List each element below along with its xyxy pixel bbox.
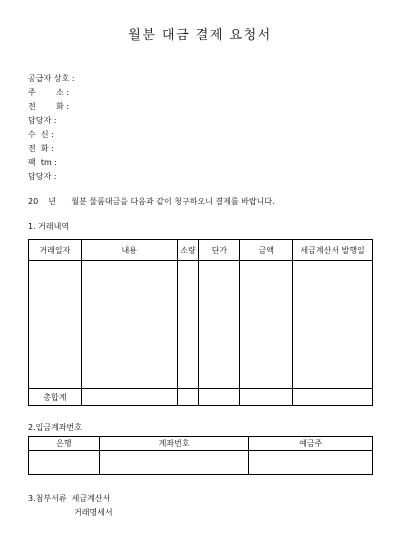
col-amount: 금액: [240, 240, 293, 261]
cell-account-number[interactable]: [99, 451, 249, 475]
supplier-phone-line: 전 화 :: [28, 102, 70, 111]
section1-heading: 1. 거래내역: [28, 222, 70, 231]
total-cell-unit-price[interactable]: [199, 389, 240, 406]
supplier-info-block: [28, 72, 74, 184]
bank-body-row: [29, 451, 373, 475]
bank-header-row: [29, 437, 373, 451]
cell-unit-price[interactable]: [199, 261, 240, 389]
document-title: 월분 대금 결제 요청서: [128, 28, 272, 43]
recipient-line: 수 신 :: [28, 130, 54, 139]
attachment-statement: 거래명세서: [74, 508, 113, 517]
cell-bank[interactable]: [29, 451, 100, 475]
recipient-fax-line: 팩 tm :: [28, 158, 57, 167]
col-invoice-date: 세금계산서 발행일: [293, 240, 373, 261]
cell-description[interactable]: [81, 261, 177, 389]
cell-invoice-date[interactable]: [293, 261, 373, 389]
supplier-name-line: 공급자 상호 :: [28, 74, 75, 83]
col-unit-price: 단가: [199, 240, 240, 261]
supplier-address-line: 주 소 :: [28, 88, 70, 97]
recipient-manager-line: 담당자 :: [28, 172, 57, 181]
cell-account-holder[interactable]: [249, 451, 373, 475]
col-quantity: 소량: [177, 240, 199, 261]
transaction-header-row: [29, 240, 373, 261]
supplier-manager-line: 담당자 :: [28, 116, 57, 125]
recipient-phone-line: 전 화 :: [28, 144, 54, 153]
col-date: 거래일자: [29, 240, 82, 261]
cell-amount[interactable]: [240, 261, 293, 389]
cell-date[interactable]: [29, 261, 82, 389]
section2-heading: 2.입금계좌번호: [28, 423, 83, 432]
transaction-body-row: [29, 261, 373, 389]
cell-quantity[interactable]: [177, 261, 199, 389]
col-bank: 은행: [29, 437, 100, 451]
bank-account-table: [28, 436, 373, 475]
total-row: [29, 389, 373, 406]
col-account-holder: 예금주: [249, 437, 373, 451]
request-sentence: 20 년 월분 물품대금을 다음과 같이 청구하오니 결제를 바랍니다.: [28, 197, 275, 206]
total-cell-quantity[interactable]: [177, 389, 199, 406]
col-account-number: 계좌번호: [99, 437, 249, 451]
transaction-table: [28, 239, 373, 406]
total-label: 총합계: [29, 389, 82, 406]
total-cell-description[interactable]: [81, 389, 177, 406]
col-description: 내용: [81, 240, 177, 261]
total-cell-invoice-date[interactable]: [293, 389, 373, 406]
total-cell-amount[interactable]: [240, 389, 293, 406]
section3-heading: 3.첨부서류 세금계산서: [28, 494, 111, 503]
